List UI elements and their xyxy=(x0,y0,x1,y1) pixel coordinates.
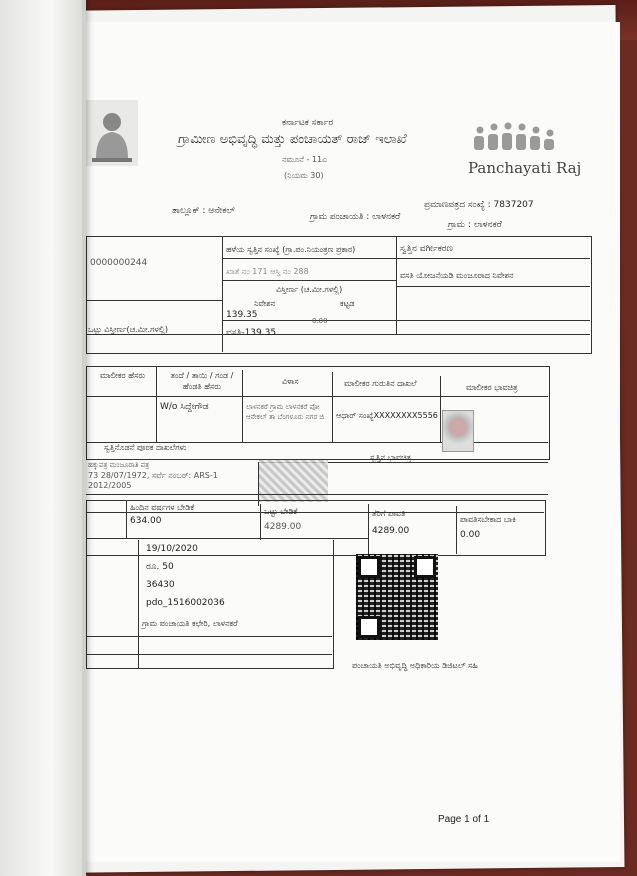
tax-paid-label: ತೆರಿಗೆ ಪಾವತಿ xyxy=(372,509,406,518)
panchayati-raj-logo-text: Panchayati Raj xyxy=(468,159,582,177)
issue-date: 19/10/2020 xyxy=(146,544,198,554)
page-number: Page 1 of 1 xyxy=(438,814,490,825)
owner-id-header: ಮಾಲೀಕರ ಗುರುತಿನ ದಾಖಲೆ xyxy=(344,379,417,388)
area-site-label: ನಿವೇಶನ xyxy=(254,299,276,308)
owner-id-value: ಆಧಾರ್ ಸಂಖ್ಯೆXXXXXXXX5556 xyxy=(336,411,438,420)
documents-header: ಸ್ವತ್ತಿನೊಡನೆ ಪೂರಕ ದಾಖಲೆಗಳು xyxy=(104,443,187,452)
document-line-1: ಹಕ್ಕುಪತ್ರ ಮಂಜೂರಾತಿ ಪತ್ರ xyxy=(88,461,150,469)
digital-signature-caption: ಪಂಚಾಯತಿ ಅಭಿವೃದ್ಧಿ ಅಧಿಕಾರಿಯ ಡಿಜಿಟಲ್ ಸಹಿ xyxy=(352,661,478,670)
classification-header: ಸ್ವತ್ತಿನ ವರ್ಗೀಕರಣ xyxy=(400,244,453,254)
state-title: ಕರ್ನಾಟಕ ಸರ್ಕಾರ xyxy=(282,118,334,128)
officer-id: pdo_1516002036 xyxy=(146,598,225,608)
folded-page-edge xyxy=(0,0,86,876)
tax-paid-value: 4289.00 xyxy=(372,526,410,536)
owner-photo-header: ಮಾಲೀಕರ ಭಾವಚಿತ್ರ xyxy=(466,383,518,392)
document-line-2: 73 28/07/1972, ಸರ್ವೆ ನಂಬರ್: ARS-1 xyxy=(88,471,218,480)
property-photo xyxy=(258,460,328,502)
owner-relation-value: W/o ಸಿದ್ದೇಗೌಡ xyxy=(160,402,209,412)
previous-demand-label: ಹಿಂದಿನ ವರ್ಷಗಳ ಬೇಡಿಕೆ xyxy=(130,503,195,512)
balance-label: ಪಾವತಿಸಬೇಕಾದ ಬಾಕಿ xyxy=(460,515,516,524)
document-line-3: 2012/2005 xyxy=(88,481,132,490)
balance-value: 0.00 xyxy=(460,530,481,540)
office-name: ಗ್ರಾಮ ಪಂಚಾಯತಿ ಕಛೇರಿ, ಲಾಳನಕರೆ xyxy=(142,619,238,628)
classification-value: ವಸತಿ ಯೋಜನೆಯಡಿ ಮಂಜೂರಾದ ನಿವೇಶನ xyxy=(400,271,514,280)
old-number-value: ಖಾತೆ ನಂ 171 ಆಸ್ತಿ ನಂ 288 xyxy=(226,267,309,276)
owner-photo xyxy=(442,410,474,452)
total-demand-label: ಒಟ್ಟು ಬೇಡಿಕೆ xyxy=(264,507,298,516)
area-header: ವಿಸ್ತೀರ್ಣ (ಚ.ಮೀ.ಗಳಲ್ಲಿ) xyxy=(276,285,343,294)
property-photo-header: ಸ್ವತ್ತಿನ ಭಾವಚಿತ್ರ xyxy=(370,453,411,462)
grama-panchayat-label: ಗ್ರಾಮ ಪಂಚಾಯತಿ : ಲಾಳನಕರೆ xyxy=(310,212,401,222)
rule-number: (ನಿಯಮ 30) xyxy=(284,171,324,180)
taluk-label: ತಾಲ್ಲೂಕ್ : ಆನೇಕಲ್ xyxy=(172,206,236,216)
department-title: ಗ್ರಾಮೀಣ ಅಭಿವೃದ್ಧಿ ಮತ್ತು ಪಂಚಾಯತ್ ರಾಜ್ ಇಲಾಖೆ xyxy=(178,132,407,147)
receipt-number: 36430 xyxy=(146,580,175,590)
total-area-value: ವಸತಿ-139.35 xyxy=(226,328,277,338)
area-building-label: ಕಟ್ಟಡ xyxy=(340,299,355,308)
owner-name-header: ಮಾಲೀಕರ ಹೆಸರು xyxy=(100,371,146,380)
karnataka-emblem-icon xyxy=(86,100,138,166)
area-value: 139.35 xyxy=(226,310,258,320)
panchayati-raj-logo-icon xyxy=(466,122,562,156)
certificate-number: ಪ್ರಮಾಣಪತ್ರದ ಸಂಖ್ಯೆ : 7837207 xyxy=(424,200,534,210)
owner-address-header: ವಿಳಾಸ xyxy=(282,377,299,386)
owner-address-value: ಲಾಳನಕರೆ ಗ್ರಾಮ ಲಾಳನಕರೆ ಪೋ ಆನೇಕಲ್ ತಾ ಬೆಂಗಳೂರು ನಗರ ಜಿ xyxy=(246,403,325,421)
area-building-value: 0.00 xyxy=(312,317,328,325)
fee-amount: ರೂ. 50 xyxy=(146,562,174,572)
total-area-label: ಒಟ್ಟು ವಿಸ್ತೀರ್ಣ(ಚ.ಮೀ.ಗಳಲ್ಲಿ) xyxy=(88,325,168,334)
owner-relation-header: ತಂದೆ / ತಾಯಿ / ಗಂಡ / ಹೆಂಡತಿ ಹೆಸರು xyxy=(170,371,234,391)
village-label: ಗ್ರಾಮ : ಲಾಳನಕರೆ xyxy=(448,220,502,230)
qr-code xyxy=(356,554,438,640)
property-id: 0000000244 xyxy=(90,258,148,268)
old-number-header: ಹಳೆಯ ಸ್ವತ್ತಿನ ಸಂಖ್ಯೆ (ಗ್ರಾ.ಪಂ.ನಿಯಂತ್ರಣ ಪ್ರಕಾರ) xyxy=(226,245,356,254)
previous-demand-value: 634.00 xyxy=(130,516,162,526)
form-number: ನಮೂನೆ - 11ಎ xyxy=(282,155,328,164)
total-demand-value: 4289.00 xyxy=(264,522,302,532)
